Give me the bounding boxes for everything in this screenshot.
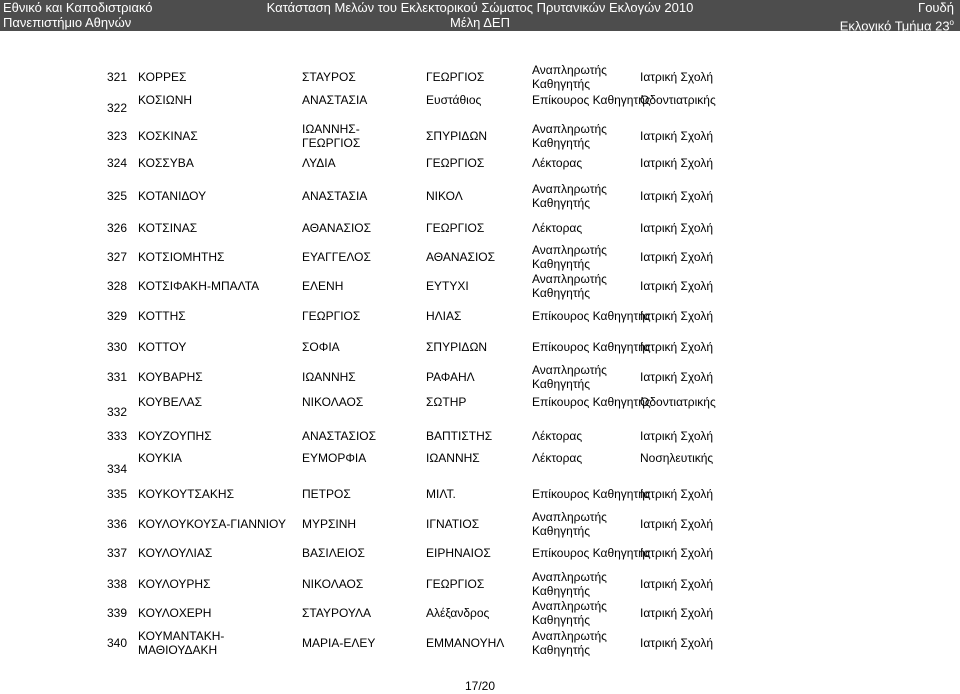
last-name: ΚΟΥΛΟΧΕΡΗ — [138, 606, 212, 620]
school: Ιατρική Σχολή — [640, 546, 714, 560]
last-name: ΚΟΥΛΟΥΛΙΑΣ — [138, 546, 213, 560]
row-number: 326 — [107, 221, 128, 235]
polling-info — [840, 0, 954, 33]
school: Ιατρική Σχολή — [640, 429, 714, 443]
polling-location: Γουδή — [918, 0, 954, 15]
first-name: ΣΤΑΥΡΟΣ — [302, 70, 356, 84]
school: Ιατρική Σχολή — [640, 517, 714, 531]
row-number: 339 — [107, 606, 128, 620]
first-name: ΑΝΑΣΤΑΣΙΟΣ — [302, 429, 377, 443]
row-number: 331 — [107, 370, 128, 384]
row-number: 334 — [107, 462, 128, 476]
school: Ιατρική Σχολή — [640, 156, 714, 170]
rank: Αναπληρωτής Καθηγητής — [532, 510, 607, 538]
last-name: ΚΟΥΜΑΝΤΑΚΗ- ΜΑΘΙΟΥΔΑΚΗ — [138, 629, 225, 657]
rank: Λέκτορας — [532, 156, 583, 170]
row-number: 330 — [107, 340, 128, 354]
rank: Επίκουρος Καθηγητής — [532, 487, 651, 501]
rank: Αναπληρωτής Καθηγητής — [532, 570, 607, 598]
first-name: ΕΛΕΝΗ — [302, 279, 344, 293]
father-name: ΕΜΜΑΝΟΥΗΛ — [426, 636, 505, 650]
father-name: ΕΙΡΗΝΑΙΟΣ — [426, 546, 491, 560]
rank: Αναπληρωτής Καθηγητής — [532, 599, 607, 627]
father-name: ΗΛΙΑΣ — [426, 309, 462, 323]
father-name: ΡΑΦΑΗΛ — [426, 370, 475, 384]
rank: Αναπληρωτής Καθηγητής — [532, 272, 607, 300]
school: Ιατρική Σχολή — [640, 221, 714, 235]
rank: Επίκουρος Καθηγητής — [532, 93, 651, 107]
rank: Επίκουρος Καθηγητής — [532, 395, 651, 409]
school: Ιατρική Σχολή — [640, 370, 714, 384]
first-name: ΙΩΑΝΝΗΣ — [302, 370, 356, 384]
last-name: ΚΟΥΚΟΥΤΣΑΚΗΣ — [138, 487, 235, 501]
last-name: ΚΟΤΣΙΦΑΚΗ-ΜΠΑΛΤΑ — [138, 279, 260, 293]
first-name: ΒΑΣΙΛΕΙΟΣ — [302, 546, 365, 560]
last-name: ΚΟΥΛΟΥΚΟΥΣΑ-ΓΙΑΝΝΙΟΥ — [138, 517, 286, 531]
row-number: 327 — [107, 250, 128, 264]
school: Ιατρική Σχολή — [640, 129, 714, 143]
row-number: 323 — [107, 129, 128, 143]
first-name: ΝΙΚΟΛΑΟΣ — [302, 577, 364, 591]
last-name: ΚΟΣΚΙΝΑΣ — [138, 129, 198, 143]
row-number: 328 — [107, 279, 128, 293]
last-name: ΚΟΣΣΥΒΑ — [138, 156, 194, 170]
rank: Αναπληρωτής Καθηγητής — [532, 122, 607, 150]
last-name: ΚΟΤΤΟΥ — [138, 340, 187, 354]
row-number: 340 — [107, 636, 128, 650]
last-name: ΚΟΣΙΩΝΗ — [138, 93, 193, 107]
father-name: ΝΙΚΟΛ — [426, 189, 463, 203]
first-name: ΜΥΡΣΙΝΗ — [302, 517, 357, 531]
first-name: ΝΙΚΟΛΑΟΣ — [302, 395, 364, 409]
last-name: ΚΟΤΑΝΙΔΟΥ — [138, 189, 207, 203]
last-name: ΚΟΥΛΟΥΡΗΣ — [138, 577, 211, 591]
last-name: ΚΟΤΣΙΝΑΣ — [138, 221, 198, 235]
father-name: ΓΕΩΡΓΙΟΣ — [426, 156, 485, 170]
school: Οδοντιατρικής — [640, 395, 716, 409]
father-name: ΕΥΤΥΧΙ — [426, 279, 469, 293]
father-name: ΜΙΛΤ. — [426, 487, 456, 501]
document-title-line-1: Κατάσταση Μελών του Εκλεκτορικού Σώματος Πρυτανικών Εκλογών 2010 — [266, 0, 694, 15]
first-name: ΓΕΩΡΓΙΟΣ — [302, 309, 361, 323]
row-number: 338 — [107, 577, 128, 591]
father-name: ΙΓΝΑΤΙΟΣ — [426, 517, 480, 531]
last-name: ΚΟΡΡΕΣ — [138, 70, 187, 84]
school: Νοσηλευτικής — [640, 451, 714, 465]
school: Ιατρική Σχολή — [640, 577, 714, 591]
father-name: ΙΩΑΝΝΗΣ — [426, 451, 480, 465]
document-title-line-2: Μέλη ΔΕΠ — [450, 15, 510, 30]
last-name: ΚΟΥΒΕΛΑΣ — [138, 395, 203, 409]
row-number: 322 — [107, 101, 128, 115]
rank: Επίκουρος Καθηγητής — [532, 309, 651, 323]
school: Οδοντιατρικής — [640, 93, 716, 107]
first-name: ΕΥΑΓΓΕΛΟΣ — [302, 250, 371, 264]
last-name: ΚΟΥΖΟΥΠΗΣ — [138, 429, 212, 443]
first-name: ΑΝΑΣΤΑΣΙΑ — [302, 93, 368, 107]
school: Ιατρική Σχολή — [640, 279, 714, 293]
rank: Επίκουρος Καθηγητής — [532, 546, 651, 560]
row-number: 337 — [107, 546, 128, 560]
last-name: ΚΟΥΒΑΡΗΣ — [138, 370, 203, 384]
first-name: ΣΤΑΥΡΟΥΛΑ — [302, 606, 372, 620]
father-name: ΣΩΤΗΡ — [426, 395, 467, 409]
father-name: ΓΕΩΡΓΙΟΣ — [426, 577, 485, 591]
first-name: ΛΥΔΙΑ — [302, 156, 336, 170]
first-name: ΕΥΜΟΡΦΙΑ — [302, 451, 367, 465]
school: Ιατρική Σχολή — [640, 309, 714, 323]
rank: Αναπληρωτής Καθηγητής — [532, 243, 607, 271]
page-number: 17/20 — [464, 679, 496, 693]
father-name: ΓΕΩΡΓΙΟΣ — [426, 221, 485, 235]
father-name: ΓΕΩΡΓΙΟΣ — [426, 70, 485, 84]
father-name: Αλέξανδρος — [426, 606, 490, 620]
first-name: ΠΕΤΡΟΣ — [302, 487, 351, 501]
school: Ιατρική Σχολή — [640, 636, 714, 650]
row-number: 336 — [107, 517, 128, 531]
rank: Αναπληρωτής Καθηγητής — [532, 629, 607, 657]
last-name: ΚΟΥΚΙΑ — [138, 451, 182, 465]
father-name: ΒΑΠΤΙΣΤΗΣ — [426, 429, 493, 443]
last-name: ΚΟΤΣΙΟΜΗΤΗΣ — [138, 250, 225, 264]
father-name: Ευστάθιος — [426, 93, 482, 107]
row-number: 333 — [107, 429, 128, 443]
school: Ιατρική Σχολή — [640, 606, 714, 620]
university-line-1: Εθνικό και Καποδιστριακό — [3, 0, 153, 15]
row-number: 329 — [107, 309, 128, 323]
first-name: ΙΩΑΝΝΗΣ- ΓΕΩΡΓΙΟΣ — [302, 122, 361, 150]
last-name: ΚΟΤΤΗΣ — [138, 309, 186, 323]
row-number: 321 — [107, 70, 128, 84]
rank: Λέκτορας — [532, 451, 583, 465]
first-name: ΑΝΑΣΤΑΣΙΑ — [302, 189, 368, 203]
first-name: ΜΑΡΙΑ-ΕΛΕΥ — [302, 636, 376, 650]
polling-section — [840, 15, 954, 33]
document-title — [0, 0, 960, 30]
rank: Επίκουρος Καθηγητής — [532, 340, 651, 354]
rank: Λέκτορας — [532, 429, 583, 443]
father-name: ΑΘΑΝΑΣΙΟΣ — [426, 250, 496, 264]
page-header — [0, 0, 960, 34]
father-name: ΣΠΥΡΙΔΩΝ — [426, 340, 488, 354]
school: Ιατρική Σχολή — [640, 250, 714, 264]
row-number: 335 — [107, 487, 128, 501]
row-number: 325 — [107, 189, 128, 203]
polling-section-label: Εκλογικό Τμήμα 23 — [839, 18, 950, 34]
school: Ιατρική Σχολή — [640, 340, 714, 354]
row-number: 324 — [107, 156, 128, 170]
first-name: ΣΟΦΙΑ — [302, 340, 340, 354]
row-number: 332 — [107, 405, 128, 419]
rank: Αναπληρωτής Καθηγητής — [532, 363, 607, 391]
rank: Αναπληρωτής Καθηγητής — [532, 182, 607, 210]
school: Ιατρική Σχολή — [640, 70, 714, 84]
rank: Λέκτορας — [532, 221, 583, 235]
rank: Αναπληρωτής Καθηγητής — [532, 63, 607, 91]
first-name: ΑΘΑΝΑΣΙΟΣ — [302, 221, 372, 235]
polling-section-ordinal: ο — [949, 18, 954, 27]
father-name: ΣΠΥΡΙΔΩΝ — [426, 129, 488, 143]
school: Ιατρική Σχολή — [640, 487, 714, 501]
university-line-2: Πανεπιστήμιο Αθηνών — [3, 15, 132, 30]
school: Ιατρική Σχολή — [640, 189, 714, 203]
